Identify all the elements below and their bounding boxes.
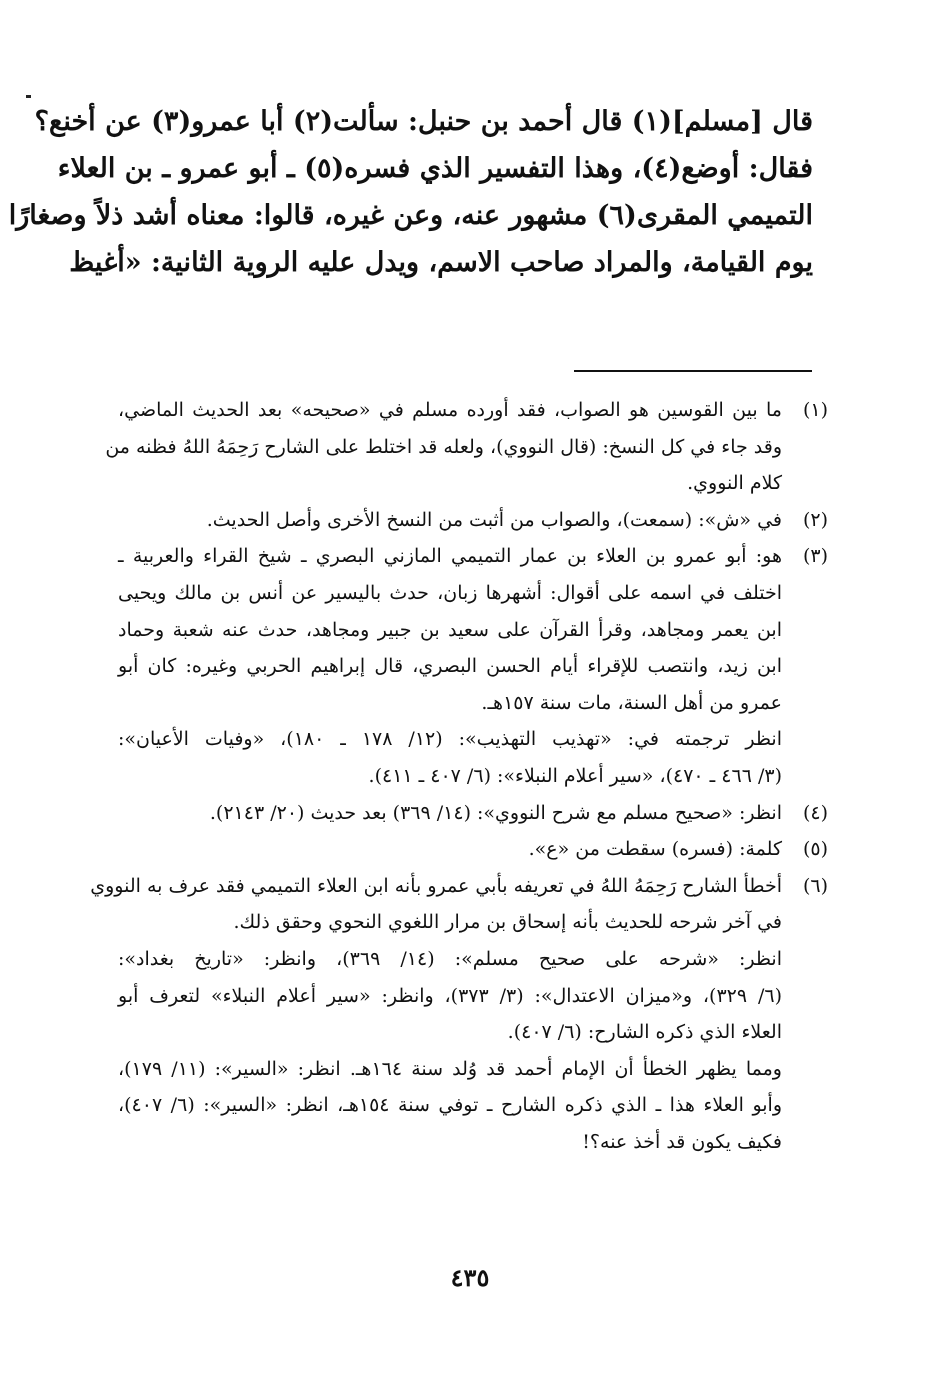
footnote-number: (١) [802,399,828,421]
footnote-number [782,758,828,795]
footnote-line [90,868,828,905]
footnote-text: انظر: «صحيح مسلم مع شرح النووي»: (١٤/ ٣٦٩) بعد حديث (٢٠/ ٢١٤٣). [209,801,782,824]
footnote-number: (٤) [802,801,828,824]
page-number: ٤٣٥ [450,1263,490,1292]
footnote-number: (٢) [802,508,828,531]
footnote-text: انظر: «شرحه على صحيح مسلم»: (١٤/ ٣٦٩)، وانظر: «تاريخ بغداد»: [118,947,783,970]
footnote-text: كلام النووي. [687,472,782,495]
footnote-text: وقد جاء في كل النسخ: (قال النووي)، ولعله قد اختلط على الشارح رَحِمَهُ اللهُ فظنه من [105,435,782,458]
footnote-line [118,612,828,649]
footnote-line [118,941,828,978]
footnote-number: (٦) [802,874,828,897]
footnote-text: العلاء الذي ذكره الشارح: (٦/ ٤٠٧). [507,1021,782,1044]
footnote-number: (٥) [802,838,828,861]
footnote-line [118,831,828,868]
main-text-line: التميمي المقرى(٦) مشهور عنه، وعن غيره، قالوا: معناه أشد ذلاً وصغارًا [8,200,813,231]
footnote-text: اختلف في اسمه على أقوال: أشهرها زبان، حدث باليسير عن أنس بن مالك ويحيى [118,581,782,604]
footnote-number [782,721,828,758]
margin-mark [26,95,31,98]
footnote-number [782,1051,828,1088]
footnote-text: انظر ترجمته في: «تهذيب التهذيب»: (١٢/ ١٧٨ ـ ١٨٠)، «وفيات الأعيان»: [118,728,782,751]
footnote-text: ومما يظهر الخطأ أن الإمام أحمد قد وُلد سنة ١٦٤هـ. انظر: «السير»: (١١/ ١٧٩)، [118,1057,782,1080]
footnote-number [782,612,828,649]
footnote-text: في «ش»: (سمعت)، والصواب من أثبت من النسخ الأخرى وأصل الحديث. [206,508,782,531]
footnote-number: (٣) [802,545,828,568]
main-text-line: يوم القيامة، والمراد صاحب الاسم، ويدل عليه الروية الثانية: «أغيظ [69,247,813,278]
footnote-line [118,575,828,612]
footnote-text: ما بين القوسين هو الصواب، فقد أورده مسلم في «صحيحه» بعد الحديث الماضي، [118,399,782,421]
footnote-line [118,721,828,758]
footnote-text: فكيف يكون قد أخذ عنه؟! [582,1130,782,1153]
footnote-line [118,904,828,941]
footnote-line [118,465,828,502]
footnote-line [118,1087,828,1124]
footnote-number [782,1014,828,1051]
footnote-number [782,465,828,502]
footnote-line [118,1124,828,1161]
footnote-separator [574,370,812,372]
footnote-line [118,978,828,1015]
footnote-line [118,538,828,575]
footnote-text: (٦/ ٣٢٩)، و«ميزان الاعتدال»: (٣/ ٣٧٣)، وانظر: «سير أعلام النبلاء» لتعرف أبو [118,984,782,1007]
footnote-line [118,795,828,832]
main-text-block [8,98,813,286]
footnote-number [782,429,828,466]
footnote-text: (٣/ ٤٦٦ ـ ٤٧٠)، «سير أعلام النبلاء»: (٦/ ٤٠٧ ـ ٤١١). [368,764,782,787]
footnote-number [782,648,828,685]
footnote-line [118,648,828,685]
footnote-number [782,575,828,612]
main-text-line: فقال: أوضع(٤)، وهذا التفسير الذي فسره(٥) ـ أبو عمرو ـ بن العلاء [57,153,813,184]
footnote-text: هو: أبو عمرو بن العلاء بن عمار التميمي المازني البصري ـ شيخ القراء والعربية ـ [118,545,782,568]
footnote-line [105,429,828,466]
footnote-line [118,392,828,429]
main-text-line: قال [مسلم](١) قال أحمد بن حنبل: سألت(٢) أبا عمرو(٣) عن أخنع؟ [34,106,813,137]
footnote-number [782,1124,828,1161]
footnotes-block [90,392,828,1160]
footnote-line [118,1014,828,1051]
footnote-text: ابن يعمر ومجاهد، وقرأ القرآن على سعيد بن جبير ومجاهد، حدث عنه شعبة وحماد [118,618,782,641]
footnote-text: وأبو العلاء هذا ـ الذي ذكره الشارح ـ توفي سنة ١٥٤هـ، انظر: «السير»: (٦/ ٤٠٧)، [118,1094,783,1117]
footnote-text: في آخر شرحه للحديث بأنه إسحاق بن مرار اللغوي النحوي وحقق ذلك. [233,911,782,934]
footnote-text: أخطأ الشارح رَحِمَهُ اللهُ في تعريفه بأبي عمرو بأنه ابن العلاء التميمي فقد عرف به النووي [90,874,782,897]
footnote-number [782,978,828,1015]
footnote-text: ابن زيد، وانتصب للإقراء أيام الحسن البصري، قال إبراهيم الحربي وغيره: كان أبو [118,655,782,678]
footnote-text: كلمة: (فسره) سقطت من «ع». [528,838,782,861]
footnote-line [118,758,828,795]
footnote-number [782,941,828,978]
footnote-number [782,685,828,722]
footnote-number [782,904,828,941]
footnote-line [118,685,828,722]
footnote-number [782,1087,828,1124]
footnote-line [118,502,828,539]
footnote-text: عمرو من أهل السنة، مات سنة ١٥٧هـ. [481,691,782,714]
footnote-line [118,1051,828,1088]
